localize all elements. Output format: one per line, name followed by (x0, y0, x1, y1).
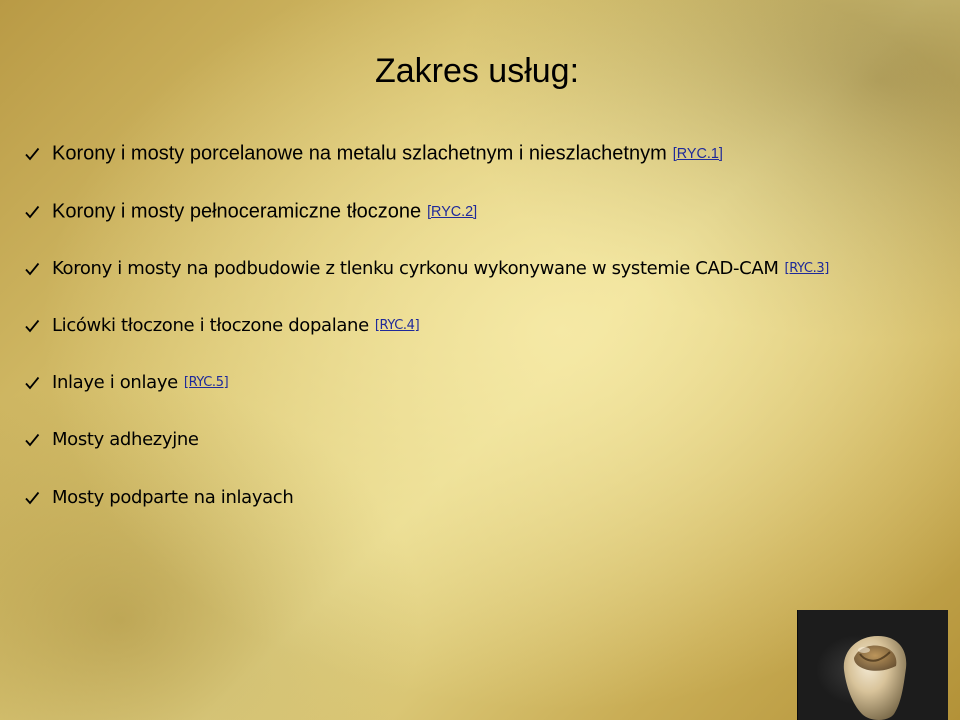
list-item (24, 312, 419, 340)
figure-reference-link[interactable]: [RYC.3] (784, 261, 829, 276)
service-text: Mosty podparte na inlayach (52, 487, 294, 508)
figure-reference-link[interactable]: [RYC.5] (183, 375, 229, 390)
service-text: Licówki tłoczone i tłoczone dopalane (52, 315, 369, 336)
service-text: Korony i mosty pełnoceramiczne tłoczone (52, 200, 422, 223)
dental-crown-photo (797, 610, 948, 720)
check-icon (24, 432, 52, 448)
list-item (24, 484, 293, 512)
check-icon (24, 204, 52, 220)
list-item (24, 197, 477, 225)
check-icon (24, 146, 52, 162)
figure-reference-link[interactable]: [RYC.4] (374, 318, 420, 333)
service-text: Korony i mosty porcelanowe na metalu szlachetnym i nieszlachetnym (52, 142, 667, 165)
figure-reference-link[interactable]: [RYC.1] (672, 145, 723, 162)
check-icon (24, 375, 52, 391)
check-icon (24, 261, 52, 277)
service-text: Inlaye i onlaye (52, 372, 178, 393)
list-item (24, 139, 723, 167)
slide-title: Zakres usług: (374, 52, 580, 90)
list-item (24, 255, 829, 283)
service-text: Mosty adhezyjne (52, 429, 199, 450)
list-item (24, 426, 199, 454)
dental-crown-image (798, 610, 948, 720)
check-icon (24, 490, 52, 506)
check-icon (24, 318, 52, 334)
service-text: Korony i mosty na podbudowie z tlenku cyrkonu wykonywane w systemie CAD-CAM (52, 258, 779, 279)
list-item (24, 369, 228, 397)
figure-reference-link[interactable]: [RYC.2] (427, 203, 478, 220)
